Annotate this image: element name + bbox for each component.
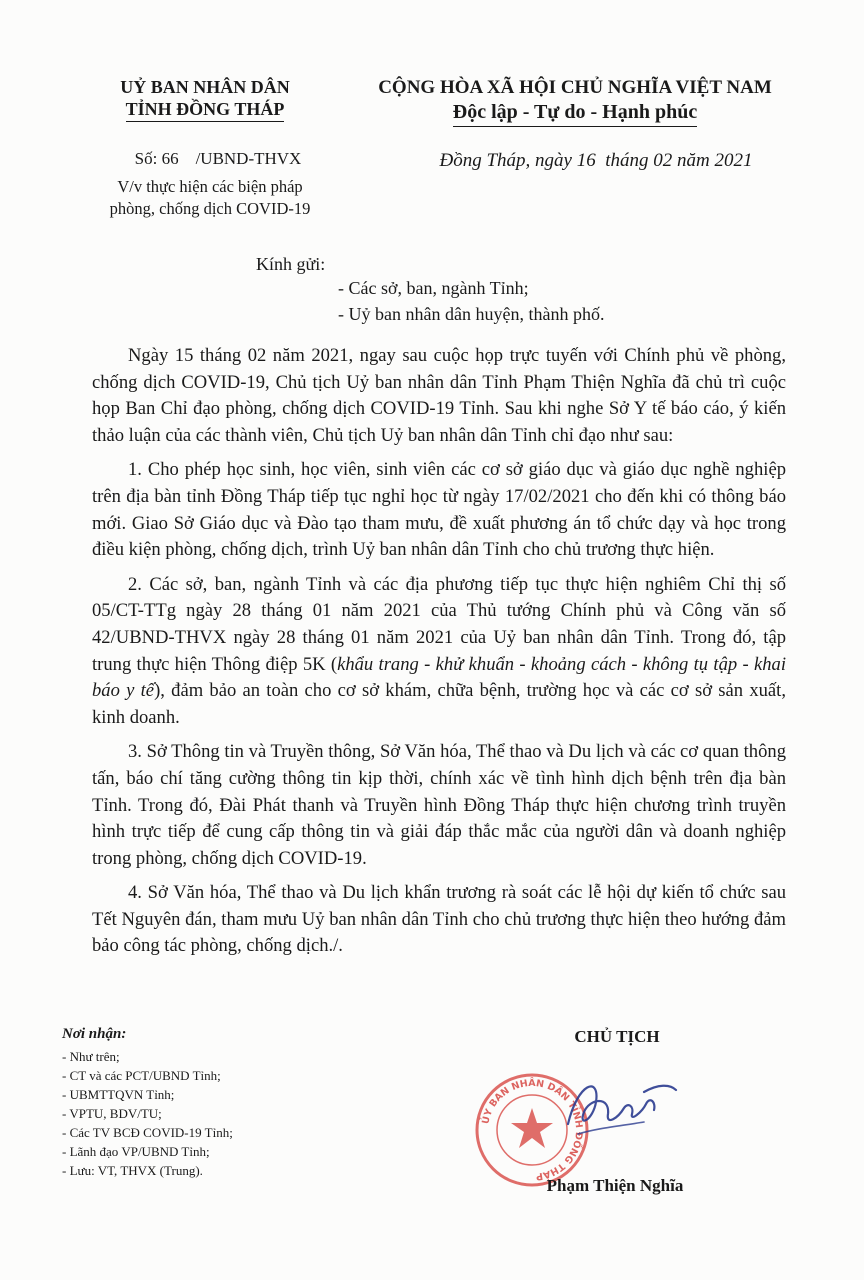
paragraph-item-2 [92, 572, 786, 732]
paragraph-item-3: 3. Sở Thông tin và Truyền thông, Sở Văn hóa, Thể thao và Du lịch và các cơ quan thông tấn, báo chí tăng cường thông tin kịp thời, chính xác về tình hình dịch bệnh trên địa bàn Tỉnh. Trong đó, Đài Phát thanh và Truyền hình Đồng Tháp thực hiện chương trình truyền hình trực tiếp để cung cấp thông tin và giải đáp thắc mắc của người dân và doanh nghiệp trong phòng, chống dịch COVID-19. [92, 741, 786, 869]
handwritten-signature [548, 1062, 688, 1152]
place-date: Đồng Tháp, ngày 16 tháng 02 năm 2021 [439, 150, 753, 171]
paragraph-intro: Ngày 15 tháng 02 năm 2021, ngay sau cuộc họp trực tuyến với Chính phủ về phòng, chống dịch COVID-19, Chủ tịch Uỷ ban nhân dân Tỉnh Phạm Thiện Nghĩa đã chủ trì cuộc họp Ban Chỉ đạo phòng, chống dịch COVID-19 Tỉnh. Sau khi nghe Sở Y tế báo cáo, ý kiến thảo luận của các thành viên, Chủ tịch Uỷ ban nhân dân Tỉnh chỉ đạo như sau: [92, 345, 786, 446]
list-item: - Lãnh đạo VP/UBND Tỉnh; [62, 1144, 210, 1159]
recipient-line: - Uỷ ban nhân dân huyện, thành phố. [338, 304, 605, 324]
paragraph-text: ), đảm bảo an toàn cho cơ sở khám, chữa bệnh, trường học và các cơ sở sản xuất, kinh doanh. [92, 680, 787, 728]
receivers-title: Nơi nhận: [62, 1026, 127, 1042]
list-item: - Các TV BCĐ COVID-19 Tỉnh; [62, 1125, 233, 1140]
seal-text: ỦY BAN NHÂN DÂN TỈNH ĐỒNG THÁP [480, 1077, 585, 1182]
receivers-list [62, 1047, 233, 1180]
subject-line-2: phòng, chống dịch COVID-19 [109, 199, 311, 218]
list-item: - VPTU, BDV/TU; [62, 1106, 162, 1121]
issuing-agency [60, 76, 350, 122]
agency-line-2: TỈNH ĐỒNG THÁP [126, 98, 285, 122]
list-item: - Như trên; [62, 1049, 120, 1064]
document-subject [60, 176, 360, 220]
paragraph-text: 2. Các sở, ban, ngành Tỉnh và các địa phương tiếp tục thực hiện nghiêm Chỉ thị số 05/CT-TTg ngày 28 tháng 01 năm 2021 của Thủ tướng Chính phủ và Công văn số 42/UBND-THVX ngày 28 tháng 01 năm 2021 của Uỷ ban nhân dân Tỉnh. Trong đó, tập trung thực hiện Thông điệp 5K ( [92, 573, 786, 675]
paragraph-italic-text: khẩu trang - khử khuẩn - khoảng cách - không tụ tập - khai báo y tế [92, 653, 786, 702]
salutation: Kính gửi: [256, 254, 326, 274]
list-item: - CT và các PCT/UBND Tỉnh; [62, 1068, 221, 1083]
recipient-line: - Các sở, ban, ngành Tỉnh; [338, 278, 529, 298]
document-number: Số: 66 /UBND-THVX [134, 149, 302, 168]
motto: Độc lập - Tự do - Hạnh phúc [453, 100, 697, 127]
document-body [92, 343, 786, 968]
paragraph-item-1: 1. Cho phép học sinh, học viên, sinh viên các cơ sở giáo dục và giáo dục nghề nghiệp trên địa bàn tỉnh Đồng Tháp tiếp tục nghỉ học từ ngày 17/02/2021 cho đến khi có thông báo mới. Giao Sở Giáo dục và Đào tạo tham mưu, đề xuất phương án tổ chức dạy và học trong điều kiện phòng, chống dịch, trình Uỷ ban nhân dân Tỉnh cho chủ trương thực hiện. [92, 459, 786, 561]
list-item: - Lưu: VT, THVX (Trung). [62, 1163, 203, 1178]
national-motto [340, 76, 810, 127]
paragraph-item-4: 4. Sở Văn hóa, Thể thao và Du lịch khẩn trương rà soát các lễ hội dự kiến tổ chức sau Tết Nguyên đán, tham mưu Uỷ ban nhân dân Tỉnh cho chủ trương thực hiện theo hướng đảm bảo công tác phòng, chống dịch./. [92, 882, 786, 957]
signature-title: CHỦ TỊCH [574, 1027, 660, 1046]
country-name: CỘNG HÒA XÃ HỘI CHỦ NGHĨA VIỆT NAM [378, 77, 772, 98]
agency-line-1: UỶ BAN NHÂN DÂN [120, 77, 290, 97]
subject-line-1: V/v thực hiện các biện pháp [117, 177, 303, 196]
signer-name: Phạm Thiện Nghĩa [546, 1176, 684, 1195]
list-item: - UBMTTQVN Tỉnh; [62, 1087, 175, 1102]
